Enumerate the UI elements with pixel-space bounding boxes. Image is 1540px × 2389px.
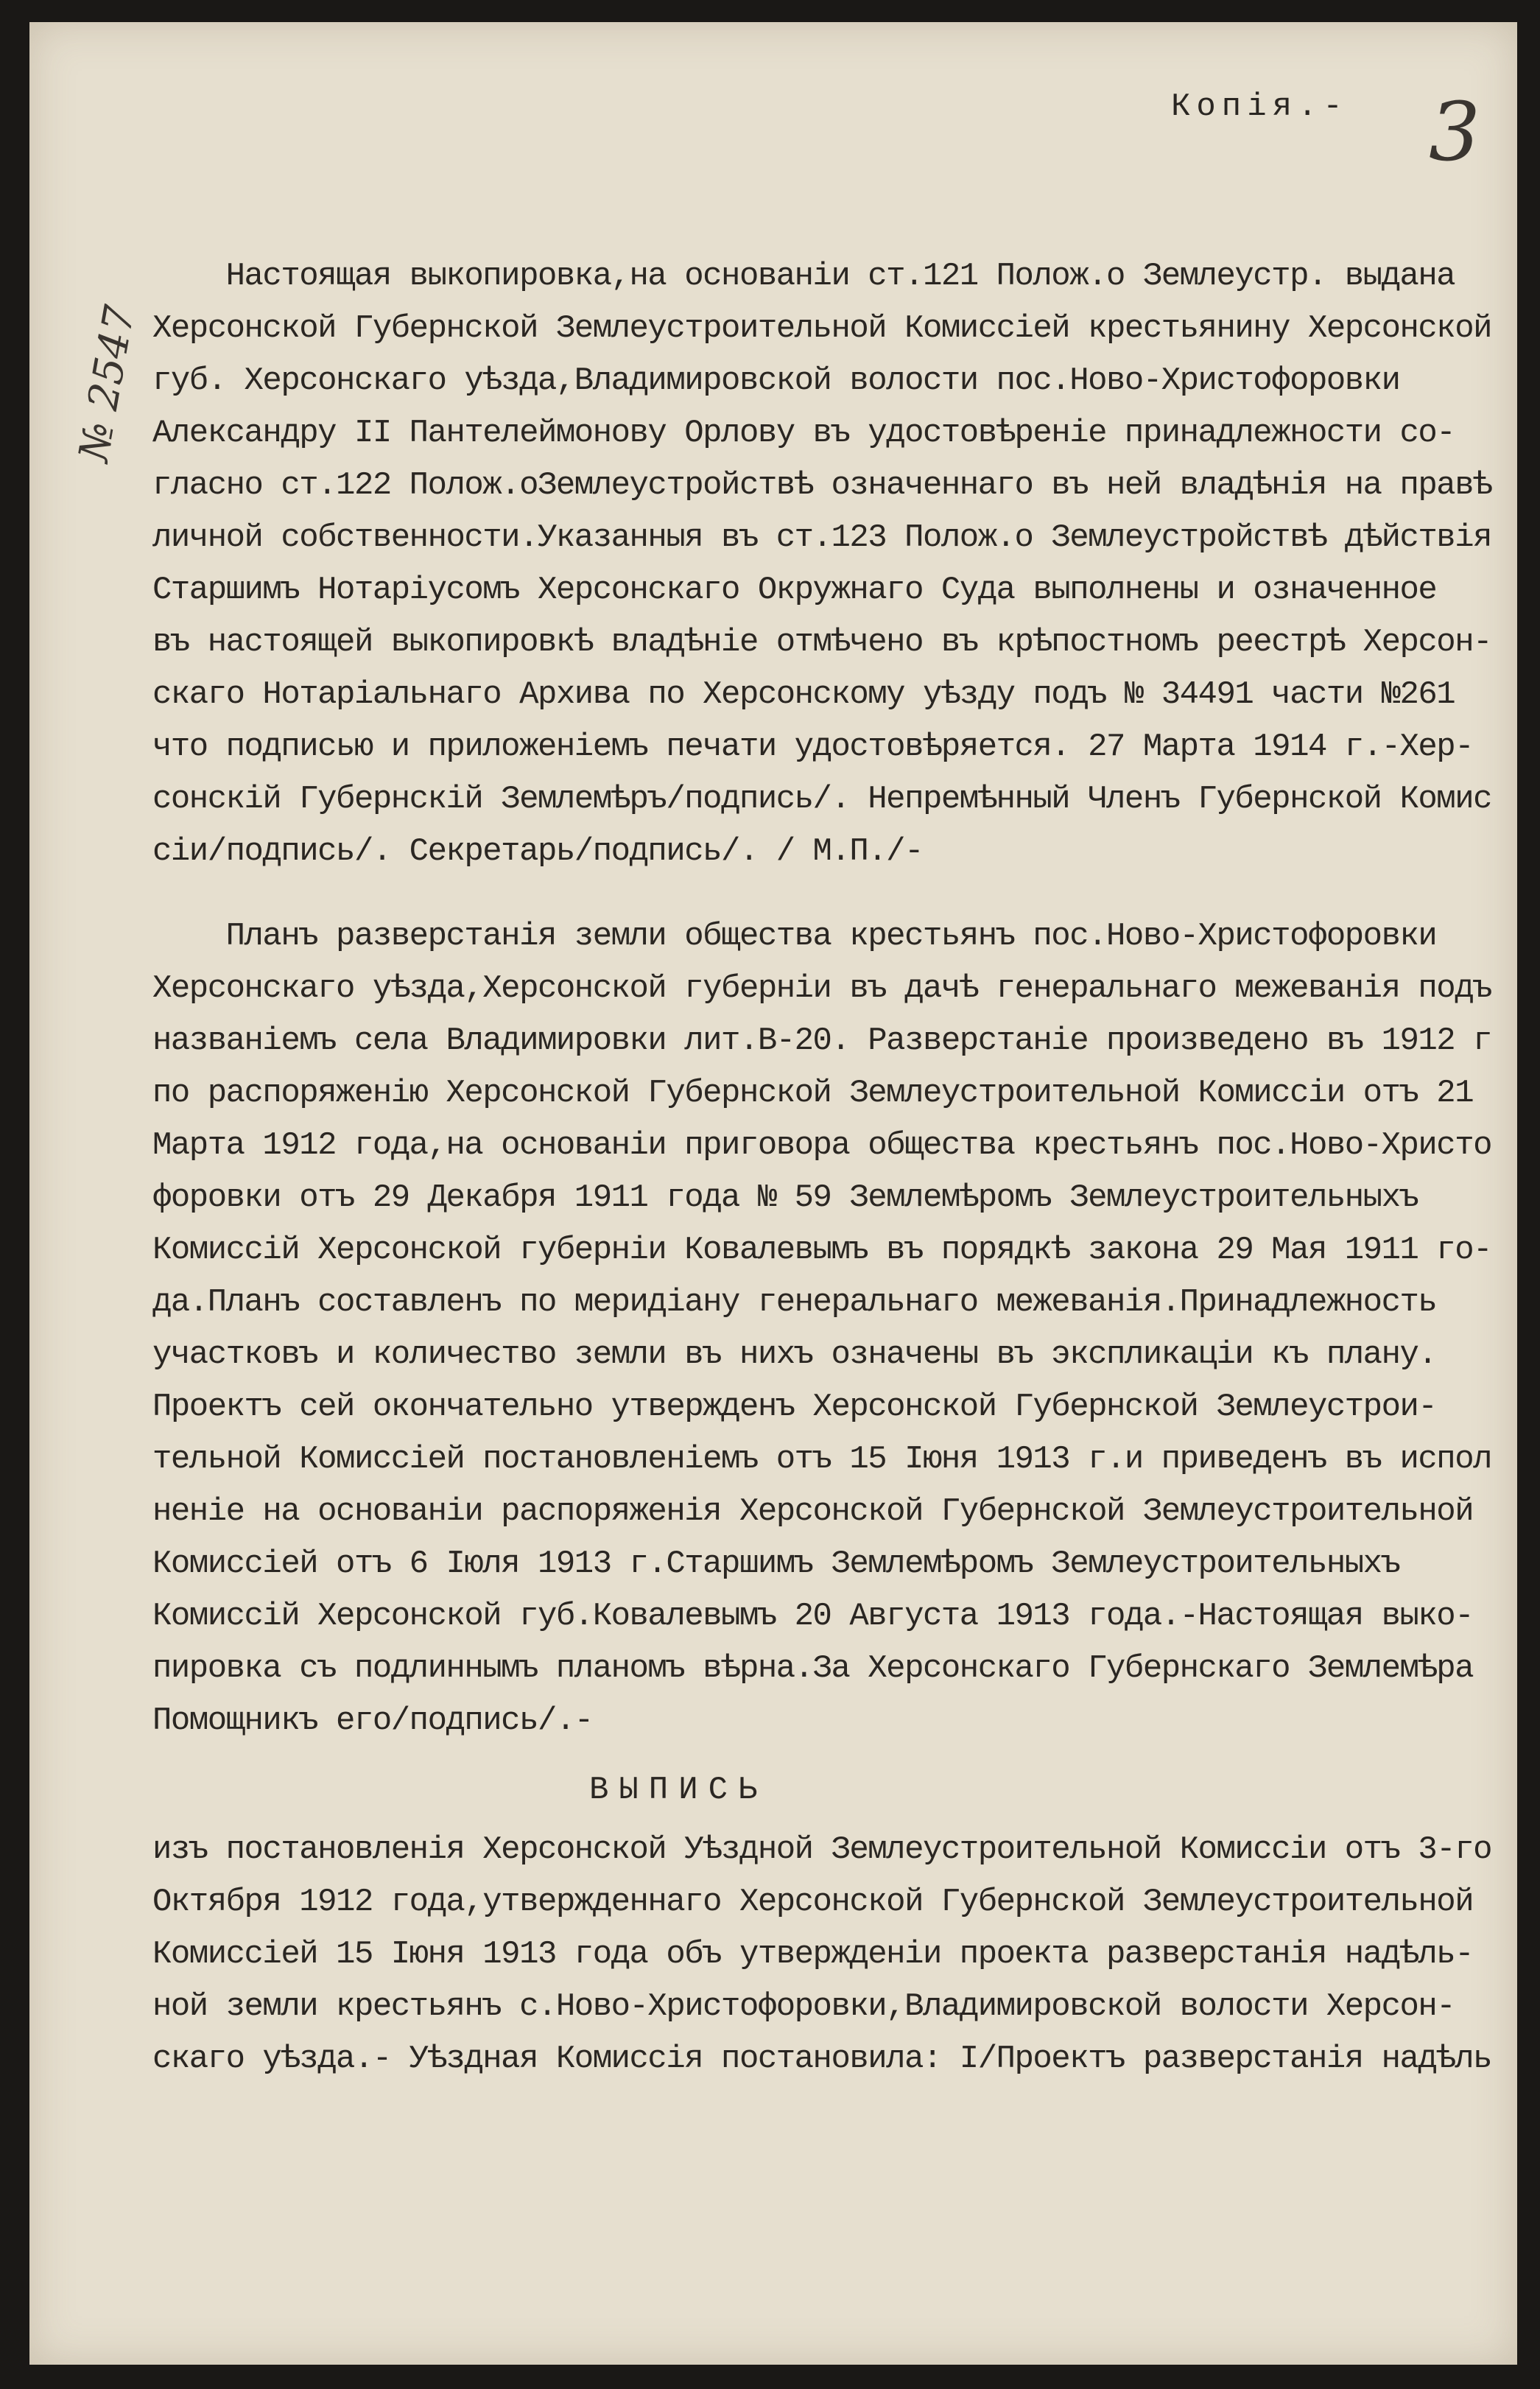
text-line: Комиссiей 15 Iюня 1913 года объ утвержденiи проекта разверстанiя надѣль- bbox=[152, 1936, 1474, 1973]
paragraph-certificate bbox=[152, 250, 1491, 878]
text-line: Октября 1912 года,утвержденнаго Херсонской Губернской Землеустроительной bbox=[152, 1884, 1474, 1920]
text-line: что подписью и приложенiемъ печати удостовѣряется. 27 Марта 1914 г.-Хер- bbox=[152, 729, 1474, 765]
text-line: личной собственности.Указанныя въ ст.123 Полож.о Землеустройствѣ дѣйствiя bbox=[152, 519, 1492, 556]
text-line: Александру II Пантелеймонову Орлову въ удостовѣренiе принадлежности со- bbox=[152, 415, 1455, 452]
text-line: изъ постановленiя Херсонской Уѣздной Землеустроительной Комиссiи отъ 3-го bbox=[152, 1831, 1492, 1868]
copy-label: Копія.- bbox=[1171, 88, 1349, 125]
text-line: Помощникъ его/подпись/.- bbox=[152, 1702, 593, 1739]
text-line: да.Планъ составленъ по меридiану генеральнаго межеванiя.Принадлежность bbox=[152, 1284, 1437, 1321]
text-line: Марта 1912 года,на основанiи приговора общества крестьянъ пос.Ново-Христо bbox=[152, 1127, 1492, 1164]
text-line: названiемъ села Владимировки лит.В-20. Разверстанiе произведено въ 1912 г bbox=[152, 1022, 1492, 1059]
text-line: Комиссiй Херсонской губ.Ковалевымъ 20 Августа 1913 года.-Настоящая выко- bbox=[152, 1598, 1474, 1635]
text-line: ненiе на основанiи распоряженiя Херсонской Губернской Землеустроительной bbox=[152, 1493, 1474, 1530]
text-line: губ. Херсонскаго уѣзда,Владимировской волости пос.Ново-Христофоровки bbox=[152, 362, 1400, 399]
text-line: въ настоящей выкопировкѣ владѣнiе отмѣчено въ крѣпостномъ реестрѣ Херсон- bbox=[152, 624, 1492, 661]
handwritten-margin-note: № 2547 bbox=[70, 301, 145, 466]
paragraph-plan bbox=[152, 911, 1491, 1747]
text-line: тельной Комиссiей постановленiемъ отъ 15 Iюня 1913 г.и приведенъ въ испол bbox=[152, 1441, 1492, 1478]
text-line: участковъ и количество земли въ нихъ означены въ экспликацiи къ плану. bbox=[152, 1336, 1437, 1373]
text-line: форовки отъ 29 Декабря 1911 года № 59 Землемѣромъ Землеустроительныхъ bbox=[152, 1179, 1418, 1216]
text-line: сiи/подпись/. Секретарь/подпись/. / М.П./- bbox=[152, 833, 923, 870]
text-line: гласно ст.122 Полож.оЗемлеустройствѣ означеннаго въ ней владѣнiя на правѣ bbox=[152, 467, 1492, 504]
text-line: Комиссiей отъ 6 Iюля 1913 г.Старшимъ Землемѣромъ Землеустроительныхъ bbox=[152, 1546, 1400, 1582]
text-line: ной земли крестьянъ с.Ново-Христофоровки,Владимировской волости Херсон- bbox=[152, 1988, 1455, 2025]
text-line: сонскiй Губернскiй Землемѣръ/подпись/. Непремѣнный Членъ Губернской Комис bbox=[152, 781, 1492, 818]
text-line: скаго Нотарiальнаго Архива по Херсонскому уѣзду подъ № 34491 части №261 bbox=[152, 676, 1455, 713]
extract-text bbox=[152, 1824, 1491, 2085]
text-line: Старшимъ Нотарiусомъ Херсонскаго Окружнаго Суда выполнены и означенное bbox=[152, 572, 1437, 608]
text-line: Проектъ сей окончательно утвержденъ Херсонской Губернской Землеустрои- bbox=[152, 1389, 1437, 1425]
text-line: скаго уѣзда.- Уѣздная Комиссiя постановила: I/Проектъ разверстанiя надѣль bbox=[152, 2041, 1492, 2077]
handwritten-page-number: 3 bbox=[1429, 85, 1480, 179]
text-line: Херсонскаго уѣзда,Херсонской губернiи въ дачѣ генеральнаго межеванiя подъ bbox=[152, 970, 1492, 1007]
text-line: Настоящая выкопировка,на основанiи ст.121 Полож.о Землеустр. выдана bbox=[152, 258, 1455, 295]
extract-heading: ВЫПИСЬ bbox=[589, 1772, 768, 1809]
text-line: пировка съ подлиннымъ планомъ вѣрна.За Херсонскаго Губернскаго Землемѣра bbox=[152, 1650, 1474, 1687]
text-line: по распоряженiю Херсонской Губернской Землеустроительной Комиссiи отъ 21 bbox=[152, 1075, 1474, 1112]
text-line: Херсонской Губернской Землеустроительной Комиссiей крестьянину Херсонской bbox=[152, 310, 1492, 347]
text-line: Планъ разверстанiя земли общества крестьянъ пос.Ново-Христофоровки bbox=[152, 918, 1437, 955]
text-line: Комиссiй Херсонской губернiи Ковалевымъ въ порядкѣ закона 29 Мая 1911 го- bbox=[152, 1232, 1492, 1269]
